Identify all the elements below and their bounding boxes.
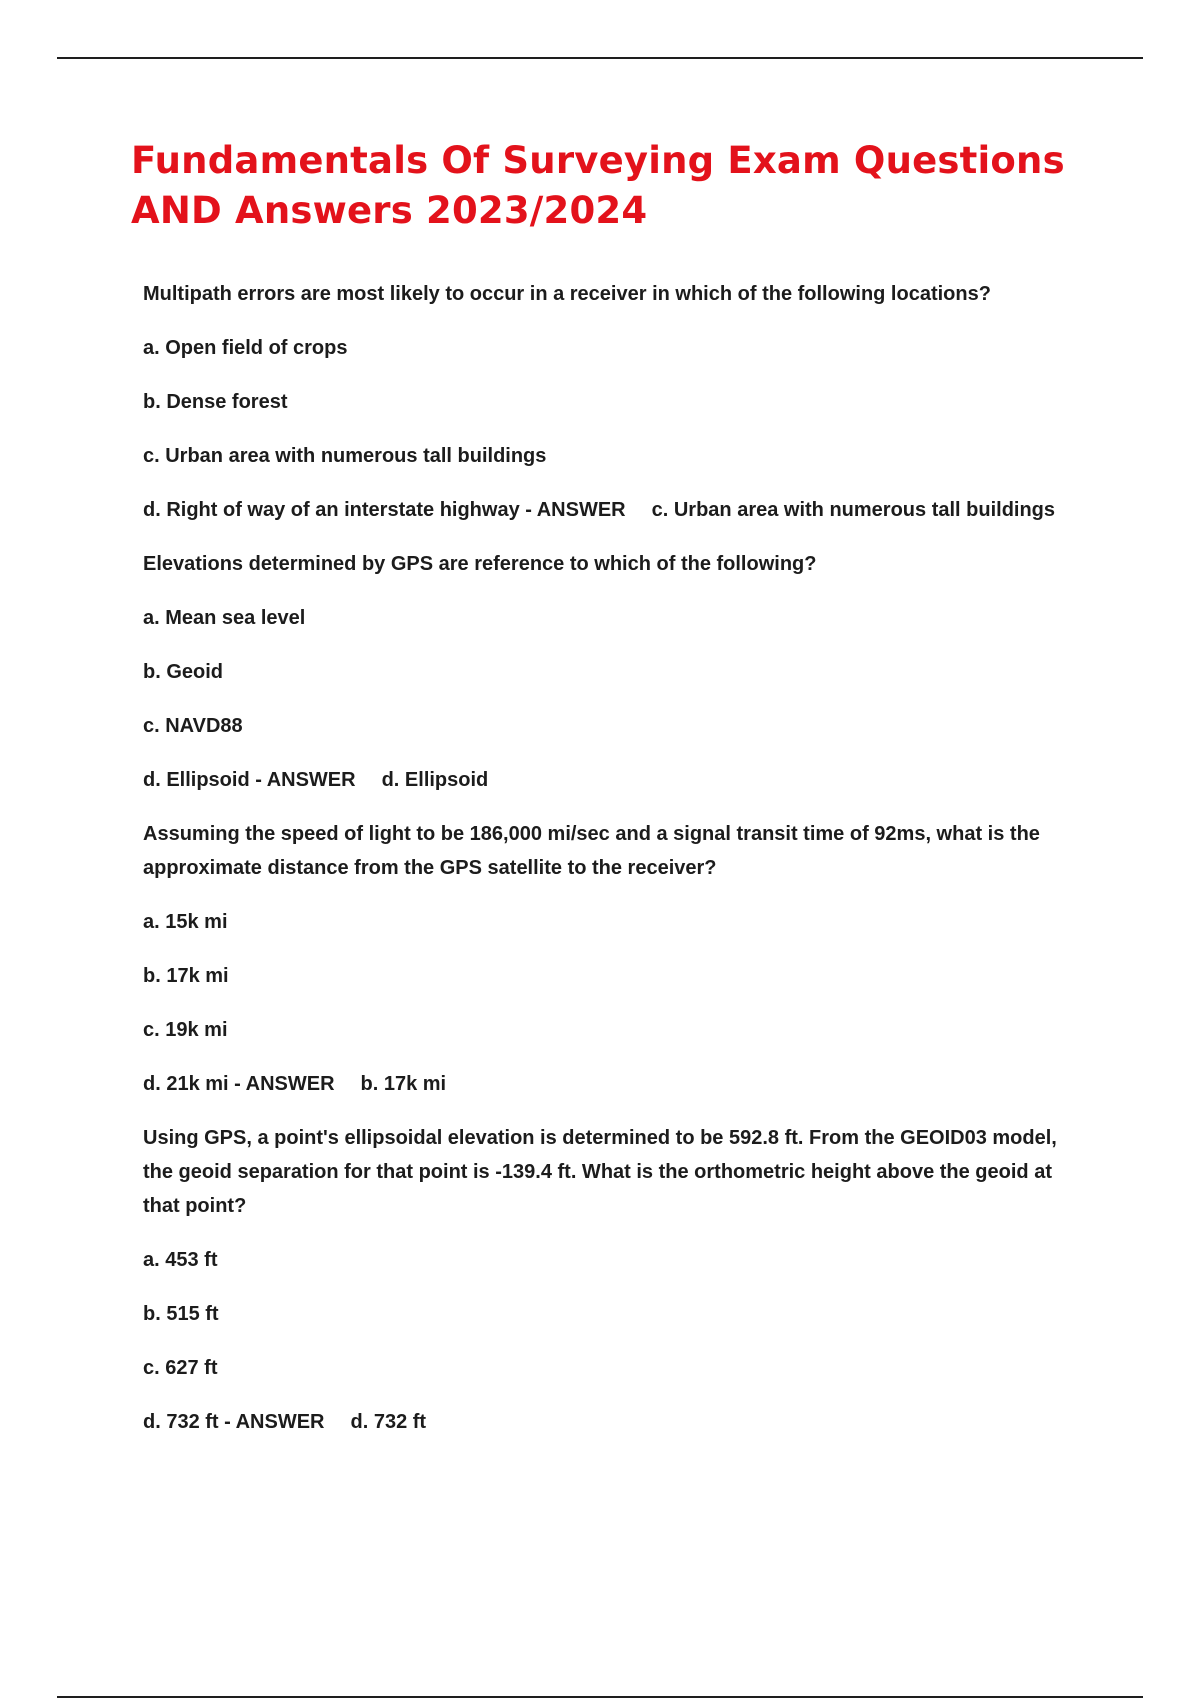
- option-d-with-answer: [143, 1067, 1083, 1101]
- answer-text: b. 17k mi: [360, 1073, 447, 1095]
- question-text: Elevations determined by GPS are reference to which of the following?: [143, 553, 817, 575]
- option-b: b. Geoid: [143, 661, 223, 683]
- question-text: Using GPS, a point's ellipsoidal elevation is determined to be 592.8 ft. From the GEOID03 model, the geoid separation for that point is -139.4 ft. What is the orthometric height above the geoid at that point?: [143, 1127, 1057, 1217]
- option-a: a. 15k mi: [143, 911, 228, 933]
- option-b: b. Dense forest: [143, 391, 288, 413]
- question-text: Assuming the speed of light to be 186,000 mi/sec and a signal transit time of 92ms, what is the approximate distance from the GPS satellite to the receiver?: [143, 823, 1040, 879]
- option-d: d. 21k mi - ANSWER: [143, 1073, 335, 1095]
- option-c: c. 627 ft: [143, 1357, 218, 1379]
- title-line-2: AND Answers 2023/2024: [131, 189, 648, 232]
- option-b: b. 515 ft: [143, 1303, 219, 1325]
- option-a: a. Open field of crops: [143, 337, 348, 359]
- header-rule: [57, 57, 1143, 59]
- document-title: [131, 136, 1071, 236]
- option-a: a. 453 ft: [143, 1249, 218, 1271]
- option-d-with-answer: [143, 493, 1083, 527]
- option-d: d. 732 ft - ANSWER: [143, 1411, 325, 1433]
- option-c: c. Urban area with numerous tall buildings: [143, 445, 547, 467]
- title-line-1: Fundamentals Of Surveying Exam Questions: [131, 139, 1065, 182]
- answer-text: c. Urban area with numerous tall buildings: [651, 499, 1056, 521]
- option-c: c. NAVD88: [143, 715, 243, 737]
- option-d-with-answer: [143, 763, 1083, 797]
- question-block-2: [143, 547, 1083, 797]
- question-text: Multipath errors are most likely to occur in a receiver in which of the following locations?: [143, 283, 991, 305]
- option-d: d. Ellipsoid - ANSWER: [143, 769, 356, 791]
- question-list: [143, 277, 1083, 1459]
- option-d-with-answer: [143, 1405, 1083, 1439]
- answer-text: d. 732 ft: [350, 1411, 427, 1433]
- question-block-3: [143, 817, 1083, 1101]
- option-d: d. Right of way of an interstate highway - ANSWER: [143, 499, 626, 521]
- option-c: c. 19k mi: [143, 1019, 228, 1041]
- option-a: a. Mean sea level: [143, 607, 306, 629]
- answer-text: d. Ellipsoid: [381, 769, 489, 791]
- question-block-4: [143, 1121, 1083, 1439]
- question-block-1: [143, 277, 1083, 527]
- option-b: b. 17k mi: [143, 965, 229, 987]
- footer-rule: [57, 1696, 1143, 1698]
